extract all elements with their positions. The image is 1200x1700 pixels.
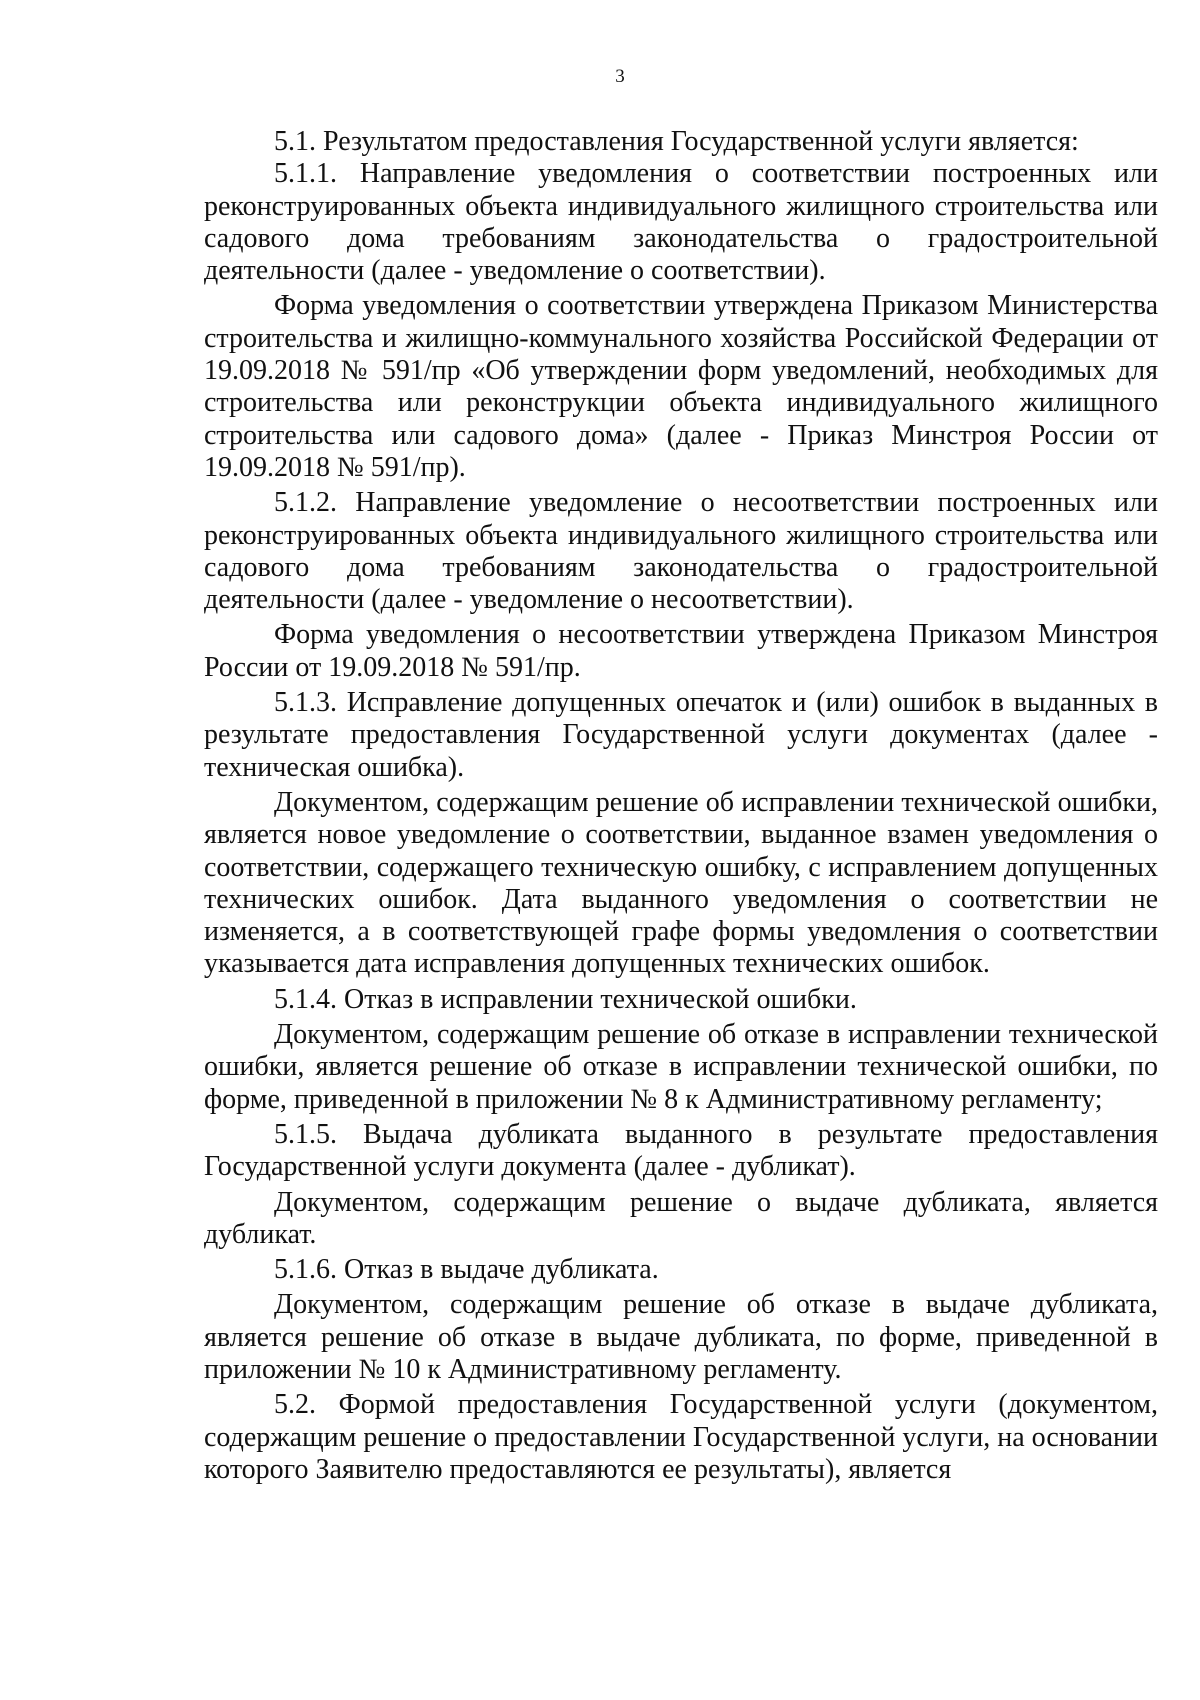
paragraph-5-1-1: 5.1.1. Направление уведомления о соответствии построенных или реконструированных объекта индивидуального жилищного строительства или садового дома требованиям законодательства о градостроительной деятельности (далее - уведомление о соответствии). bbox=[204, 158, 1158, 287]
page-number: 3 bbox=[615, 66, 625, 87]
paragraph-form-compliance: Форма уведомления о соответствии утверждена Приказом Министерства строительства и жилищно-коммунального хозяйства Российской Федерации от 19.09.2018 № 591/пр «Об утверждении форм уведомлений, необходимых для строительства или реконструкции объекта индивидуального жилищного строительства или садового дома» (далее - Приказ Минстроя России от 19.09.2018 № 591/пр). bbox=[204, 290, 1158, 483]
paragraph-5-1-4: 5.1.4. Отказ в исправлении технической ошибки. bbox=[274, 983, 857, 1015]
paragraph-duplicate-document: Документом, содержащим решение о выдаче дубликата, является дубликат. bbox=[204, 1186, 1158, 1250]
paragraph-5-1: 5.1. Результатом предоставления Государственной услуги является: bbox=[274, 126, 1079, 157]
paragraph-form-noncompliance: Форма уведомления о несоответствии утверждена Приказом Минстроя России от 19.09.2018 № 591/пр. bbox=[204, 619, 1158, 683]
paragraph-5-1-3: 5.1.3. Исправление допущенных опечаток и (или) ошибок в выданных в результате предоставления Государственной услуги документах (далее - техническая ошибка). bbox=[204, 687, 1158, 783]
paragraph-5-1-2: 5.1.2. Направление уведомление о несоответствии построенных или реконструированных объекта индивидуального жилищного строительства или садового дома требованиям законодательства о градостроительной деятельности (далее - уведомление о несоответствии). bbox=[204, 487, 1158, 616]
paragraph-duplicate-refusal-document: Документом, содержащим решение об отказе в выдаче дубликата, является решение об отказе в выдаче дубликата, по форме, приведенной в приложении № 10 к Административному регламенту. bbox=[204, 1289, 1158, 1385]
document-body bbox=[204, 126, 1158, 1486]
paragraph-correction-document: Документом, содержащим решение об исправлении технической ошибки, является новое уведомление о соответствии, выданное взамен уведомления о соответствии, содержащего техническую ошибку, с исправлением допущенных технических ошибок. Дата выданного уведомления о соответствии не изменяется, а в соответствующей графе формы уведомления о соответствии указывается дата исправления допущенных технических ошибок. bbox=[204, 786, 1158, 980]
paragraph-5-1-6: 5.1.6. Отказ в выдаче дубликата. bbox=[274, 1254, 659, 1286]
paragraph-correction-refusal-document: Документом, содержащим решение об отказе в исправлении технической ошибки, является решение об отказе в исправлении технической ошибки, по форме, приведенной в приложении № 8 к Административному регламенту; bbox=[204, 1019, 1158, 1115]
paragraph-5-1-5: 5.1.5. Выдача дубликата выданного в результате предоставления Государственной услуги документа (далее - дубликат). bbox=[204, 1118, 1158, 1183]
paragraph-5-2: 5.2. Формой предоставления Государственной услуги (документом, содержащим решение о предоставлении Государственной услуги, на основании которого Заявителю предоставляются ее результаты), является bbox=[204, 1389, 1158, 1485]
